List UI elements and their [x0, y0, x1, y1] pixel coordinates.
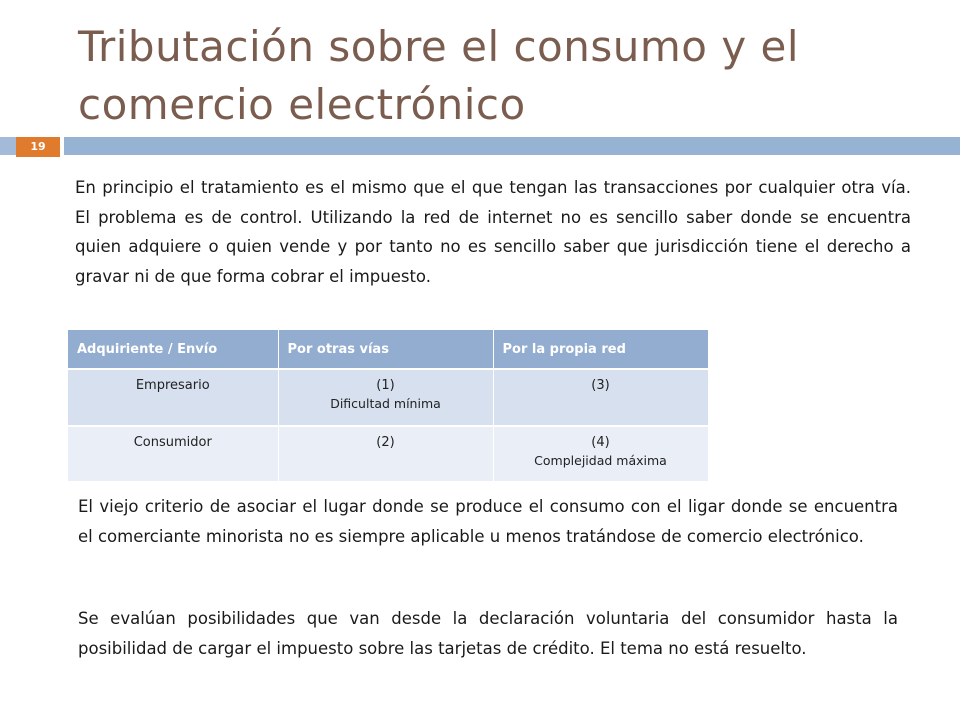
- slide-title: Tributación sobre el consumo y el comercio electrónico: [78, 22, 800, 129]
- table-header-row: [68, 330, 708, 369]
- title-rule-bar: [64, 137, 960, 155]
- title-rule-left: [0, 137, 16, 155]
- case-code: (3): [591, 378, 610, 393]
- header-otras-vias: Por otras vías: [278, 330, 493, 369]
- options-paragraph: Se evalúan posibilidades que van desde la declaración voluntaria del consumidor hasta la posibilidad de cargar el impuesto sobre las tarjetas de crédito. El tema no está resuelto.: [78, 609, 898, 658]
- row-label: Empresario: [68, 369, 278, 426]
- row-label: Consumidor: [68, 426, 278, 481]
- header-propia-red: Por la propia red: [493, 330, 708, 369]
- intro-paragraph: En principio el tratamiento es el mismo que el que tengan las transacciones por cualquier otra vía. El problema es de control. Utilizando la red de internet no es sencillo saber donde se encuentra quien adquiere o quien vende y por tanto no es sencillo saber que jurisdicción tiene el derecho a gravar ni de que forma cobrar el impuesto.: [75, 178, 911, 286]
- header-adquiriente: Adquiriente / Envío: [68, 330, 278, 369]
- case-code: (1): [376, 378, 395, 393]
- cases-table: [68, 330, 709, 481]
- cell-propia-red: [493, 369, 708, 426]
- criteria-paragraph: El viejo criterio de asociar el lugar donde se produce el consumo con el ligar donde se encuentra el comerciante minorista no es siempre aplicable u menos tratándose de comercio electrónico.: [78, 497, 898, 546]
- slide-number-badge: 19: [16, 137, 60, 157]
- cell-otras-vias: [278, 369, 493, 426]
- cell-otras-vias: [278, 426, 493, 481]
- table-row: [68, 369, 708, 426]
- case-note: Dificultad mínima: [330, 396, 441, 411]
- table-row: [68, 426, 708, 481]
- cell-propia-red: [493, 426, 708, 481]
- case-note: Complejidad máxima: [534, 453, 667, 468]
- case-code: (4): [591, 435, 610, 450]
- case-code: (2): [376, 435, 395, 450]
